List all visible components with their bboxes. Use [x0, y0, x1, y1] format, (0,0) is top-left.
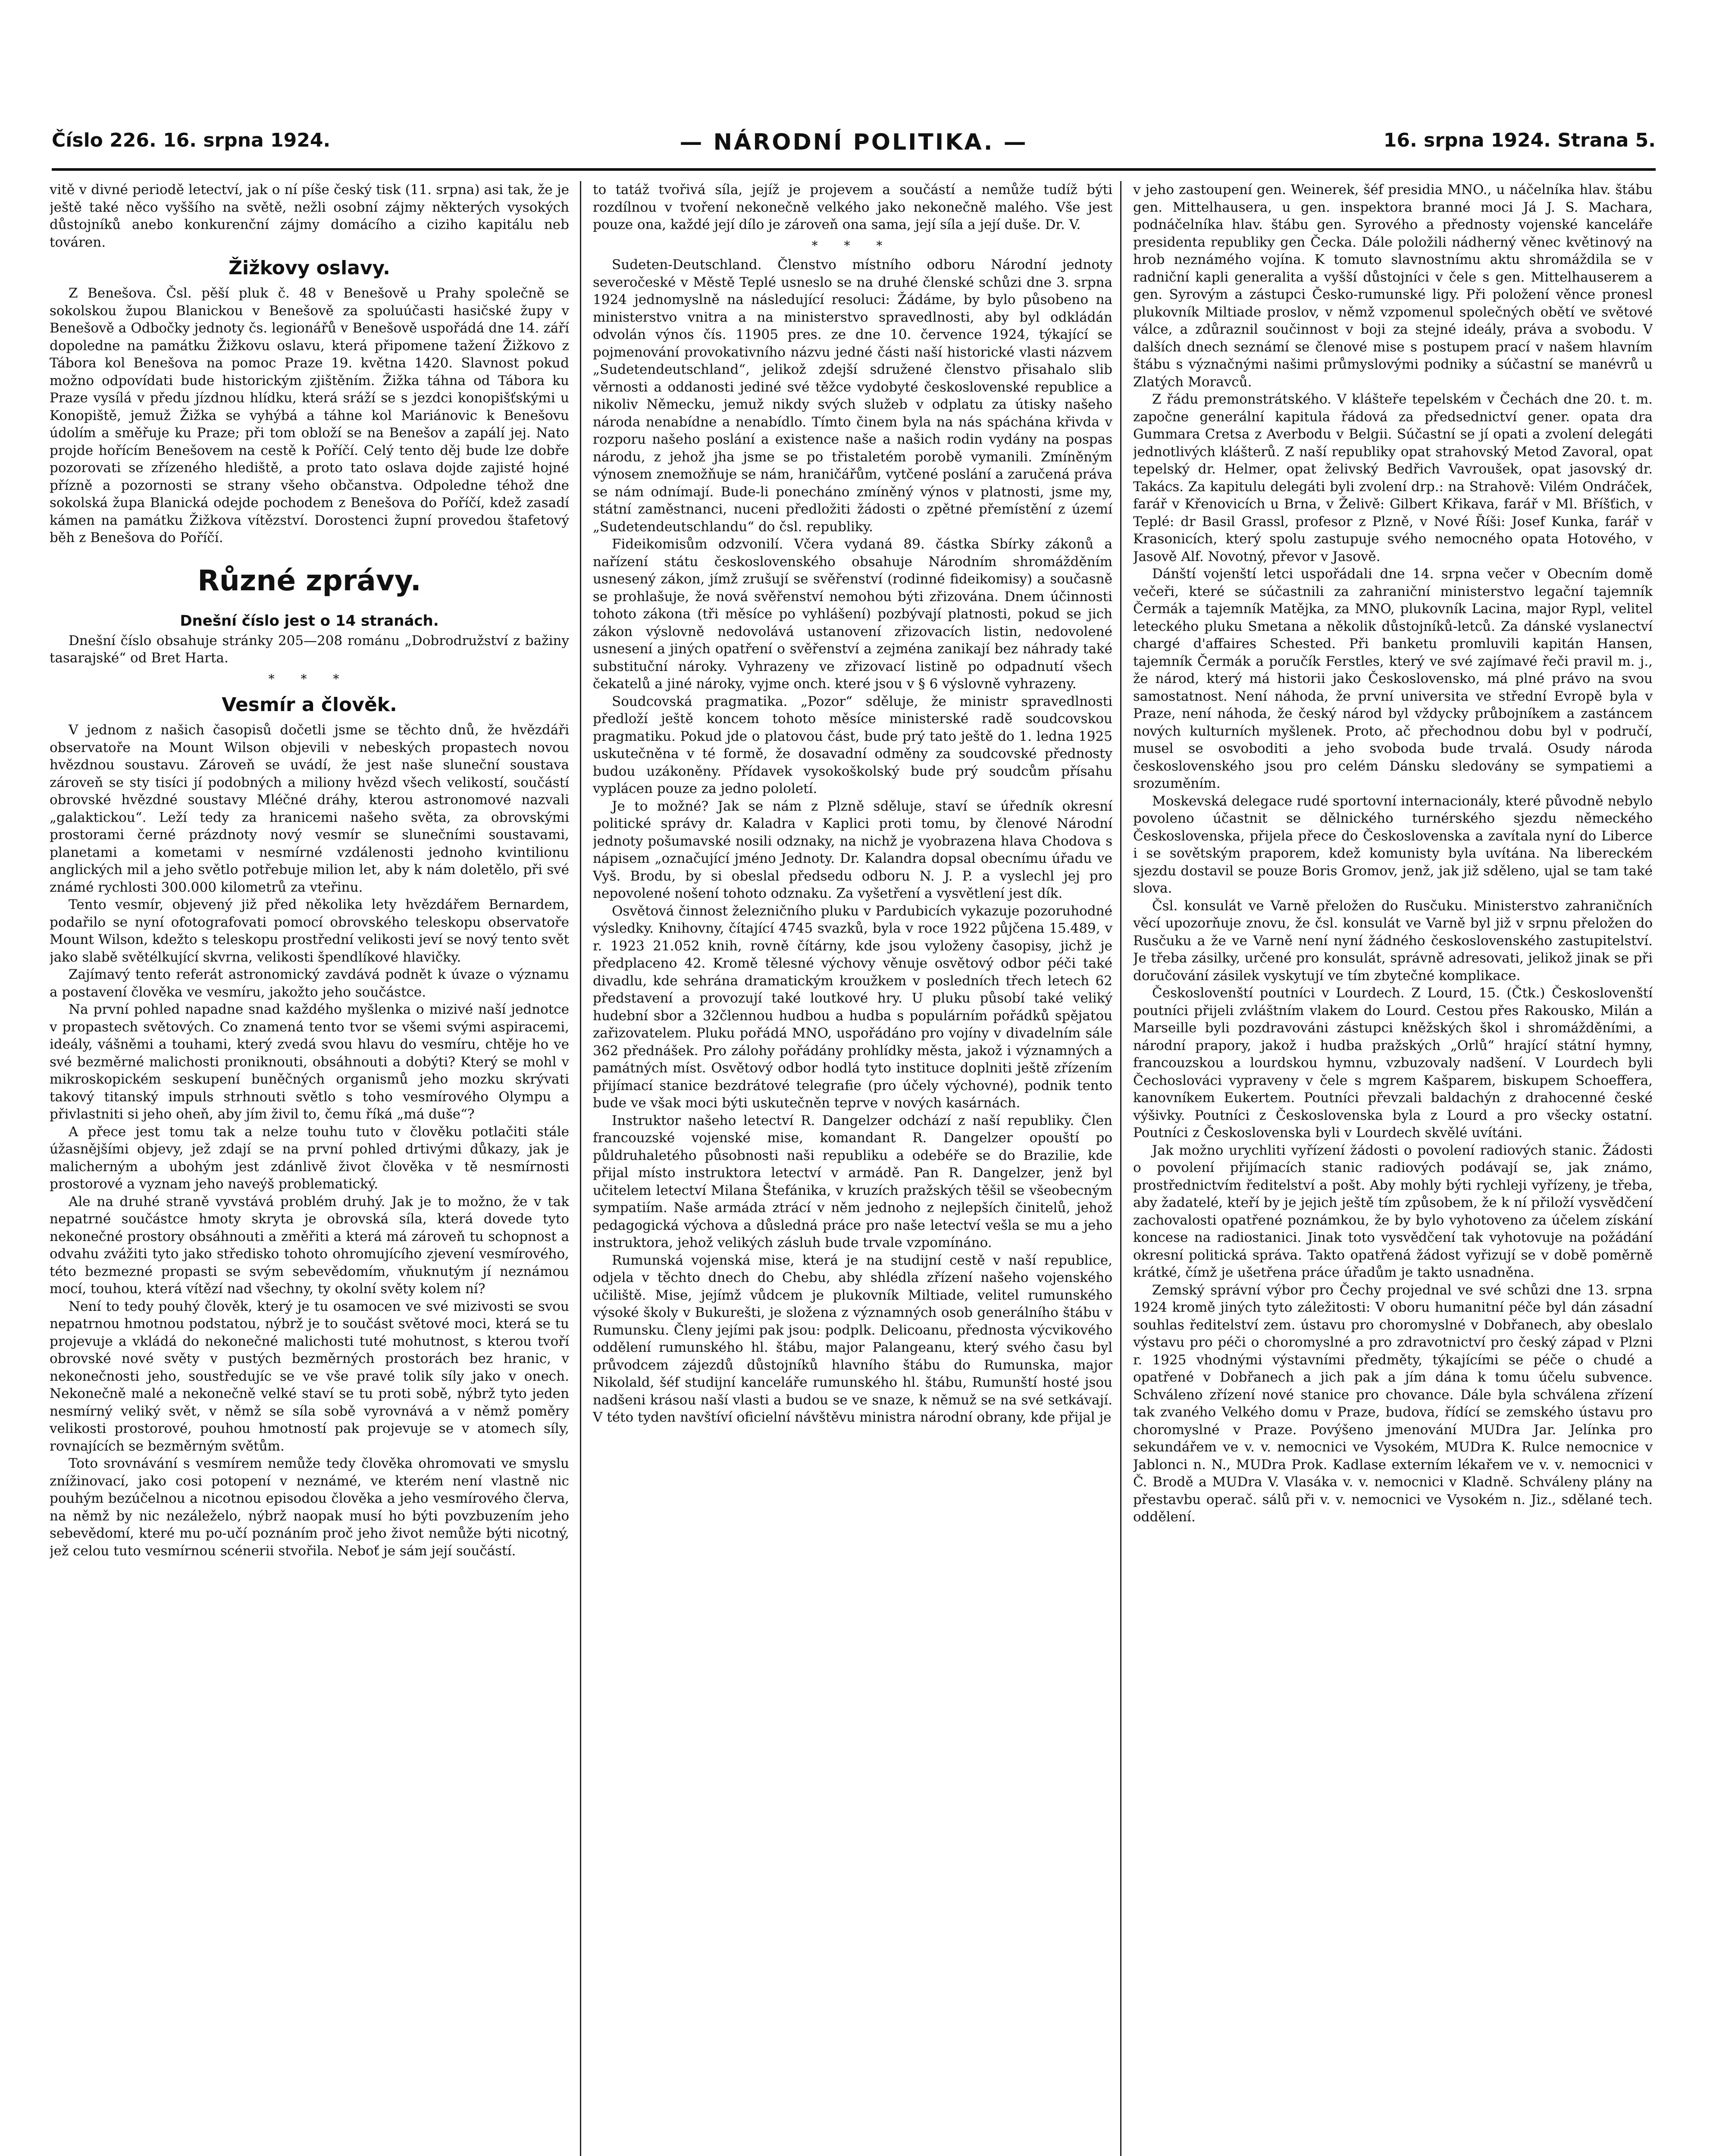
issue-number: Číslo 226. 16. srpna 1924.	[52, 129, 331, 151]
separator-stars: * * *	[268, 671, 351, 686]
article-text: V jednom z našich časopisů dočetli jsme se těchto dnů, že hvězdáři observatoře na Mount Wilson objevili v nebeských propastech novou hvězdnou soustavu. Zároveň se uvádí, že jest naše sluneční soustava zároveň se sty tisíci jí podobných a miliony hvězd všech velikostí, součástí obrovské hvězdné soustavy Mléčné dráhy, kterou astronomové nazvali „galaktickou“. Leží tedy za hranicemi našeho světa, za obrovskými prostorami černé prázdnoty nový vesmír se slunečními soustavami, planetami a kometami v nesmírné vzdálenosti jednoho kvintilionu anglických mil a jeho světlo potřebuje milion let, aby k nám doletělo, při své známé rychlosti 300.000 kilometrů za vteřinu.	[50, 722, 569, 895]
column-divider	[1120, 181, 1121, 2156]
article-text: Zajímavý tento referát astronomický zavdává podnět k úvaze o významu a postavení člověka ve vesmíru, jakožto jeho součástce.	[50, 967, 569, 1000]
article-text: Toto srovnávání s vesmírem nemůže tedy člověka ohromovati ve smyslu znížinovací, jako cosi potopení v neznámé, ve kterém není vlastně nic pouhým bezúčelnou a nicotnou episodou člověka a jeho vesmírového člerva, na němž by nic nezáleželo, nýbrž naopak musí ho býti povzbuzením jeho sebevědomí, které mu po-učí poznáním proč jeho život nemůže býti nicotný, jež celou tuto vesmírnou scénerii stvořila. Neboť je sám její součástí.	[50, 1456, 569, 1559]
news-item-instruktor-letectvi: Instruktor našeho letectví R. Dangelzer odchází z naší republiky. Člen francouzské vojenské mise, komandant R. Dangelzer opouští po půldruhaletého působnosti naši republiku a odebéře se do Brazilie, kde přijal místo instruktora letectví v armádě. Pan R. Dangelzer, jenž byl učitelem letectví Milana Štefánika, v kruzích pražských těšil se všeobecným sympatiím. Naše armáda ztrácí v něm jednoho z nejlepších činitelů, jehož pedagogická výchova a důsledná práce pro naše letectví vešla se mu a jeho instruktora, jehož velikých zásluh bude trvale vzpomínáno.	[593, 1112, 1112, 1250]
news-item-premonstrati: Z řádu premonstrátského. V klášteře tepelském v Čechách dne 20. t. m. započne generální kapitula řádová za předsednictví gener. opata dra Gummara Cretsa z Averbodu v Belgii. Súčastní se jí opati a zvolení delegáti jednotlivých klášterů. Z naší republiky opat strahovský Metod Zavoral, opat tepelský dr. Helmer, opat želivský Bedřich Vavroušek, opat jasovský dr. Takács. Za kapitulu delegáti byli zvolení drp.: na Strahově: Vilém Ondráček, farář v Křenovicích u Brna, v Želivě: Gilbert Křikava, farář v Ml. Bříšťich, v Teplé: dr Basil Grassl, profesor z Plzně, v Nové Říši: Josef Kunka, farář v Krasonicích, který spolu zastupuje svého nemocného opata Hotového, v Jasově Alf. Novotný, převor v Jasově.	[1133, 392, 1653, 564]
news-item-poutnici-lourdes: Českoslovenští poutníci v Lourdech. Z Lourd, 15. (Čtk.) Českoslovenští poutníci přijeli zvláštním vlakem do Lourd. Cestou přes Rakousko, Milán a Marseille byli pozdravováni zástupci kněžských škol i shromážděními, a národní prapory, jakož i hudba pražských „Orlů“ hrající státní hymny, francouzskou a lourdskou hymnu, vzbuzovaly nadšení. V Lourdech byli Čechoslováci vypraveny v čele s mgrem Kašparem, biskupem Schoeffera, kanovníkem Eukertem. Poutníci převzali baldachýn z drahocenné české výšivky. Poutníci z Československa byla z Lourd a pro všecky ostatní. Poutníci z Československa byli v Lourdech skvělé uvítáni.	[1133, 985, 1653, 1141]
column-3	[1133, 181, 1653, 2156]
article-text: to tatáž tvořivá síla, jejíž je projevem a součástí a nemůže tudíž býti rozdílnou v tvoření nekonečně velkého jako nekonečně malého. Vše jest pouze ona, každé její dílo je zároveň ona sama, její síla a její duše. Dr. V.	[593, 182, 1112, 232]
news-item-je-to-mozne: Je to možné? Jak se nám z Plzně sděluje, staví se úředník okresní politické správy dr. Kaladra v Kaplici proti tomu, by členové Národní jednoty pošumavské nosili odznaky, na nichž je vyobrazena hlava Chodova s nápisem „označující jméno Jednoty. Dr. Kalandra dopsal obecnímu úřadu ve Vyš. Brodu, by si obeslal předsedu odboru N. J. P. a vyslechl jej pro nepovolené nošení tohoto odznaku. Za vyšetření a vysvětlení jest dík.	[593, 798, 1112, 901]
news-item-sudeten: Sudeten-Deutschland. Členstvo místního odboru Národní jednoty severočeské v Městě Teplé usneslo se na druhé členské schůzi dne 3. srpna 1924 jednomyslně na následující resoluci: Žádáme, by bylo působeno na ministerstvo vnitra a na ministerstvo spravedlnosti, aby byl odkládán odvolán výnos čís. 11905 pres. ze dne 10. července 1924, týkající se pojmenování provokativního názvu jedné části naší historické vlasti názvem „Sudetendeutschland“, jelikož zdejší sdružené členstvo přisahalo slib věrnosti a oddanosti jediné své těžce vydobyté československé republice a nikoliv Německu, jemuž nikdy svých služeb v odplatu za útisky našeho národa nenabídne a nenabídlo. Tímto činem byla na nás spáchána křivda v rozporu našeho poslání a existence naše a našich rodin vydány na pospas národu, z jehož jha jsme se po třistaletém porobě vymanili. Zmíněným výnosem znemožňuje se nám, hraničářům, vytčené poslání a zaručená práva se nám odnímají. Bude-li ponecháno zmíněný výnos v platnosti, jsme my, státní zaměstnanci, nuceni předložiti žádosti o zpětné přemístění z území „Sudetendeutschlandu“ do čsl. republiky.	[593, 257, 1112, 535]
article-text: Na první pohled napadne snad každého myšlenka o mizivé naší jednotce v propastech světových. Co znamená tento tvor se všemi svými aspiracemi, ideály, vášněmi a touhami, který zvedá svou hlavu do vesmíru, chtěje ho ve své bezměrné malichosti proniknouti, obsáhnouti a dobýti? Který se mohl v mikroskopickém seskupení buněčných organismů jeho mozku skrývati takový titanský impuls strhnouti světlo s toho vesmírového Olympu a přivlastniti si jeho oheň, aby jím živil to, čemu říká „má duše“?	[50, 1002, 569, 1122]
article-text: Není to tedy pouhý člověk, který je tu osamocen ve své mizivosti se svou nepatrnou hmotnou podstatou, nýbrž je to součást světové moci, která se tu projevuje a vkládá do nekonečné malichosti tuté mohutnost, s kterou tvoří obrovské nové světy v pustých bezměrných prostorách bez hranic, v nekonečnosti jeho, soustředujíc se ve vše pravé tolik síly jako v onech. Nekonečně malé a nekonečně velké staví se tu proti sobě, nýbrž tyto jeden nesmírný veliký svět, v němž se síla sobě vyrovnává a v němž poměry velikosti prostorové, pouhou hmotností pak projevuje se v atomech síly, rovnajících se bezměrným světům.	[50, 1298, 569, 1454]
masthead	[52, 129, 1656, 171]
date-and-page: 16. srpna 1924. Strana 5.	[1383, 129, 1656, 151]
headline-vesmir: Vesmír a člověk.	[222, 694, 397, 716]
article-text: Ale na druhé straně vyvstává problém druhý. Jak je to možno, že v tak nepatrné součástce hmoty skryta je obrovská síla, která dovede tyto nekonečné prostory obsáhnouti a změřiti a která má zároveň tu schopnost a odvahu zvážiti tyto jako středisko tohoto ohromujícího zjevení vesmírového, této bezmezné propasti se svým sebevědomím, vňuknutým jí neznámou mocí, touhou, která vítězí nad všechny, ty okolní světy kolem ní?	[50, 1194, 569, 1297]
column-divider	[580, 181, 581, 2156]
article-text: vitě v divné periodě letectví, jak o ní píše český tisk (11. srpna) asi tak, že je ještě také něco vyššího na světě, nežli osobní zájmy některých vysokých důstojníků anebo konkurenční zájmy domácího a ciziho kapitálu neb továren.	[50, 182, 569, 250]
headline-zizkovy-oslavy: Žižkovy oslavy.	[229, 257, 390, 279]
news-item-rumunska-mise: Rumunská vojenská mise, která je na studijní cestě v naší republice, odjela v těchto dnech do Chebu, aby shlédla zřízení našeho vojenského učiliště. Mise, jejímž vůdcem je plukovník Miltiade, velitel rumunského výsoké školy v Bukurešti, je složena z významných osob generálního štábu v Rumunsku. Členy jejími pak jsou: podplk. Delicoanu, přednosta výcvikového oddělení rumunského hl. štábu, major Palangeanu, který svého času byl průvodcem zájezdů důstojníků hlavního štábu do Rumunska, major Nikolald, šéf studijní kanceláře rumunského hl. štábu, Rumunští hosté jsou nadšeni krásou naší vlasti a budou se ve snaze, k němuž se na své setkávají. V této tyden navštíví oficielní návštěvu ministra národní obrany, kde přijal je	[593, 1252, 1112, 1425]
article-text: Dnešní číslo obsahuje stránky 205—208 románu „Dobrodružství z bažiny tasarajské“ od Bret Harta.	[50, 633, 569, 666]
news-item-fideikomisy: Fideikomisům odzvonilí. Včera vydaná 89. částka Sbírky zákonů a nařízení státu československého obsahuje Národním shromážděním usnesený zákon, jímž zrušují se svěřenství (rodinné fideikomisy) a současně se prohlašuje, že nová svěřenství nemohou býti zřizována. Dnem účinnosti tohoto zákona (tři měsíce po vyhlášení) pozbývají platnosti, pokud se jich zákon výslovně nedovolává ustanovení zřizovacích listin, nedovolené usnesení a jiných opatření o svěřenství a zejména zanikají bez náhrady také substituční nároky. Vyhrazeny ve zřizovací listině po odpadnutí všech čekatelů a jiné nároky, vyjme onch. které jsou v § 6 výslovně vyhrazeny.	[593, 536, 1112, 692]
section-title-ruzne-zpravy: Různé zprávy.	[197, 564, 421, 597]
separator-stars: * * *	[811, 238, 894, 253]
column-1	[50, 181, 569, 2156]
article-text: A přece jest tomu tak a nelze touhu tuto v člověku potlačiti stále úžasnějšími objevy, jež zdají se na první pohled drtivými důkazy, jak je malicherným a ubohým jest zdánlivě život člověka v tě nesmírnosti prostorové a vyznam jeho naveýš problematický.	[50, 1124, 569, 1192]
article-text: Z Benešova. Čsl. pěší pluk č. 48 v Benešově u Prahy společně se sokolskou župou Blanickou v Benešově za spoluúčasti hasičské župy v Benešově a Odbočky jednoty čs. legionářů v Benešově uspořádá dne 14. září dopoledne na památku Žižkovu oslavu, která připomene tažení Žižkovo z Tábora kol Benešova na pomoc Praze 19. května 1420. Slavnost pokud možno odpovídati bude historickým zjištěním. Žižka táhna od Tábora ku Praze vysílá v předu jízdnou hlídku, která sráží se s jezdci konopišťskými u Konopiště, jemuž Žižka se vyhýbá a táhne kol Mariánovic k Benešovu údolím a směřuje ku Praze; při tom obloží se na Benešov a zapálí jej. Nato projde hořícím Benešovem na cestě k Poříčí. Celý tento děj bude lze dobře pozorovati se zřízeného hlediště, a proto tato oslava dojde zajisté hojné přízně a pozornosti se strany všeho občanstva. Odpoledne téhož dne sokolská župa Blanická odejde pochodem z Benešova do Poříčí, kdež zasadí kámen na památku Žižkova vítězství. Dorostenci župní provedou štafetový běh z Benešova do Poříčí.	[50, 285, 569, 545]
article-text: v jeho zastoupení gen. Weinerek, šéf presidia MNO., u náčelníka hlav. štábu gen. Mittelhausera, u gen. inspektora branné moci Já J. S. Machara, podnáčelníka hlav. štábu gen. Syrového a přednosty vojenské kanceláře presidenta republiky gen Čecka. Dále položili nádherný věnec květinový na hrob neznámého vojína. K tomuto slavnostnímu aktu shromáždila se v radniční kapli generalita a vyšší důstojníci v čele s gen. Mittelhauserem a gen. Syrovým a zástupci Česko-rumunské ligy. Při položení věnce pronesl plukovník Miltiade proslov, v němž vzpomenul společných obětí ve světové válce, a zdůraznil součinnost v boji za stejné ideály, práva a svobodu. V dalších dnech seznámí se členové mise s postupem prací v našem hlavním štábu s význačnými našimi průmyslovými podniky a súčastní se manévrů u Zlatých Moravců.	[1133, 182, 1653, 390]
news-item-dansti-letci: Dánští vojenští letci uspořádali dne 14. srpna večer v Obecním domě večeři, které se súčastnili za zahraniční ministerstvo legační tajemník Čermák a tajemník Matějka, za MNO, plukovník Lacina, major Rypl, velitel leteckého pluku Smetana a několik důstojníků-letců. Za dánské vyslanectví chargé d'affaires Schested. Při banketu promluvili kapitán Hansen, tajemník Čermák a poručík Ferstles, který ve své zajímavé řeči pravil m. j., že národ, který má historii jako Československo, má plné právo na svou samostatnost. Není náhoda, že první universita ve střední Evropě byla v Praze, není náhoda, že český národ byl vždycky průbojníkem a zastáncem nových kulturních myšlenek. Proto, ač přechodnou dobu byl v područí, musel se osvoboditi a jeho svoboda bude trvalá. Osudy národa československého jsou pro celém Dánsku sledovány se sympatiemi a srozuměním.	[1133, 566, 1653, 791]
newspaper-title: — NÁRODNÍ POLITIKA. —	[680, 129, 1028, 155]
news-item-zemsky-vybor: Zemský správní výbor pro Čechy projednal ve své schůzi dne 13. srpna 1924 kromě jiných tyto záležitosti: V oboru humanitní péče byl dán zásadní souhlas ředitelství zem. ústavu pro choromyslné v Dobřanech, aby obeslalo výstavu pro péči o choromyslné a pro zdravotnictví pro český západ v Plzni r. 1925 vhodnými výstavními předměty, týkajícími se péče o chudé a opatřené v Dobřanech a jich pak a jím dána k tomu účelu subvence. Schváleno zřízení nové stanice pro chovance. Dále byla schválena zřízení tak zvaného Velkého domu v Praze, budova, řídící se zemského ústavu pro choromyslné v Praze. Povýšeno jmenování MUDra Jar. Jelínka pro sekundářem ve v. v. nemocnici ve Vysokém, MUDra K. Rulce nemocnice v Jablonci n. N., MUDra Prok. Kadlase externím lékařem ve v. v. nemocnici v Č. Brodě a MUDra V. Vlasáka v. v. nemocnici v Kladně. Schváleny plány na přestavbu operač. sálů při v. v. nemocnici ve Vysokém n. Jiz., sdělané tech. oddělení.	[1133, 1282, 1653, 1525]
news-item-osvetova-cinnost: Osvětová činnost železničního pluku v Pardubicích vykazuje pozoruhodné výsledky. Knihovny, čítající 4745 svazků, byla v roce 1922 půjčena 15.489, v r. 1923 21.052 knih, rovně čítárny, kde jsou vyloženy časopisy, jichž je předplaceno 42. Kromě tělesné výchovy věnuje osvětový odbor péči také divadlu, kde sehrána dramatickým kroužkem v posledních třech letech 62 představení a provozují také loutkové hry. U pluku působí také veliký hudební sbor a 32člennou hudbou a hudba s populárním pořádků spějatou zařizovatelem. Pluku pořádá MNO, uspořádáno pro vojíny v divadelním sále 362 přednášek. Pro zálohy pořádány prohlídky města, jakož i významných a památných míst. Osvětový odbor hodlá tyto instituce doplniti ještě zřízením přijímací stanice bezdrátové telegrafie (pro účely výchovné), podnik tento bude ve však moci býti uskutečněn teprve v nových kasárnách.	[593, 903, 1112, 1111]
column-2	[593, 181, 1112, 2156]
headline-dnesni-cislo: Dnešní číslo jest o 14 stranách.	[180, 612, 439, 630]
article-text: Tento vesmír, objevený již před několika lety hvězdářem Bernardem, podařilo se nyní ofotografovati pomocí obrovského teleskopu observatoře Mount Wilson, kdežto s teleskopu prostřední velikosti jeví se nový tento svět jako slabě světélkující skvrna, velikosti špendlíkové hlavičky.	[50, 897, 569, 965]
news-item-konzulat-varna: Čsl. konsulát ve Varně přeložen do Rusčuku. Ministerstvo zahraničních věcí upozorňuje znovu, že čsl. konsulát ve Varně byl již v srpnu přeložen do Rusčuku a že ve Varně není nyní žádného československého zastupitelství. Je třeba zásilky, určené pro konsulát, správně adresovati, jelikož jinak se při doručování zásilek vyskytují ve tím zbytečné komplikace.	[1133, 898, 1653, 984]
news-item-radiove-stanice: Jak možno urychliti vyřízení žádosti o povolení radiových stanic. Žádosti o povolení přijímacích stanic radiových podávají se, jak známo, prostřednictvím ředitelství a pošt. Aby mohly býti rychleji vyřízeny, je třeba, aby žadatelé, kteří by je jejich ještě tím způsobem, že k ní přiloží vysvědčení zachovalosti opatřené poznámkou, že by bylo vyhotoveno za účelem získání koncese na radiostanici. Jinak toto vysvědčení tak vyhotovuje na požádání okresní politická správa. Takto opatřená žádost vyřizují se v době poměrně krátké, čímž je ušetřena práce úřadům je takto usnadněna.	[1133, 1142, 1653, 1280]
news-item-moskevska-delegace: Moskevská delegace rudé sportovní internacionály, které původně nebylo povoleno účastnit se dělnického turnérského sjezdu německého Československa, přijela přece do Československa a zavítala nyní do Liberce i se sovětským praporem, kdež komunisty byla uvítána. Na libereckém sjezdu dostavil se pouze Boris Gromov, jenž, jak již sděleno, ujal se tam také slova.	[1133, 793, 1653, 896]
news-item-soudcovska-pragmatika: Soudcovská pragmatika. „Pozor“ sděluje, že ministr spravedlnosti předloží ještě koncem tohoto měsíce ministerské radě soudcovskou pragmatiku. Pokud jde o platovou část, bude prý tato ještě do 1. ledna 1925 uskutečněna v té formě, že dosavadní odměny za soudcovské přednosty budou uzákoněny. Přídavek vysokoškolský bude prý soudcům přísahu vyplácen pouze za jedno pololetí.	[593, 693, 1112, 796]
